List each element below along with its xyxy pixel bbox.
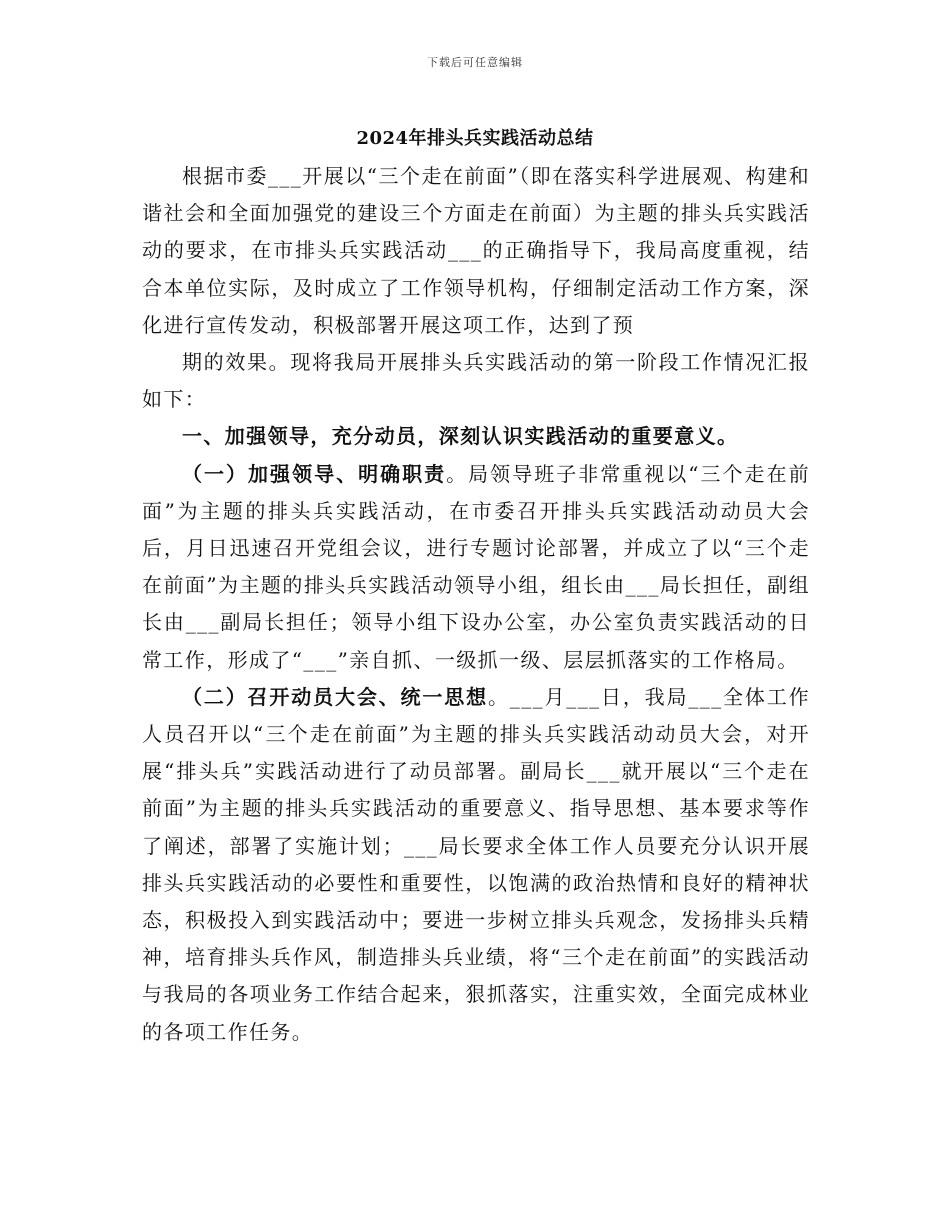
intro-paragraph-1: 根据市委___开展以“三个走在前面”（即在落实科学进展观、构建和谐社会和全面加强党的建设三个方面走在前面）为主题的排头兵实践活动的要求，在市排头兵实践活动___的正确指导下，我局高度重视，结合本单位实际，及时成立了工作领导机构，仔细制定活动工作方案，深化进行宣传发动，积极部署开展这项工作，达到了预 bbox=[142, 164, 810, 337]
section-1-heading: 一、加强领导，充分动员，深刻认识实践活动的重要意义。 bbox=[182, 424, 739, 449]
header-note: 下载后可任意编辑 bbox=[427, 56, 523, 69]
document-body bbox=[142, 158, 810, 1051]
item-1-text: 。局领导班子非常重视以“三个走在前面”为主题的排头兵实践活动，在市委召开排头兵实践活动动员大会后，月日迅速召开党组会议，进行专题讨论部署，并成立了以“三个走在前面”为主题的排头兵实践活动领导小组，组长由___局长担任，副组长由___副局长担任；领导小组下设办公室，办公室负责实践活动的日常工作，形成了“___”亲自抓、一级抓一级、层层抓落实的工作格局。 bbox=[142, 461, 810, 672]
item-2-lead: （二）召开动员大会、统一思想 bbox=[182, 684, 488, 709]
document-title: 2024年排头兵实践活动总结 bbox=[356, 128, 594, 149]
item-1-lead: （一）加强领导、明确职责 bbox=[182, 461, 447, 486]
item-2-text: 。___月___日，我局___全体工作人员召开以“三个走在前面”为主题的排头兵实践活动动员大会，对开展“排头兵”实践活动进行了动员部署。副局长___就开展以“三个走在前面”为主题的排头兵实践活动的重要意义、指导思想、基本要求等作了阐述，部署了实施计划；___局长要求全体工作人员要充分认识开展排头兵实践活动的必要性和重要性，以饱满的政治热情和良好的精神状态，积极投入到实践活动中；要进一步树立排头兵观念，发扬排头兵精神，培育排头兵作风，制造排头兵业绩，将“三个走在前面”的实践活动与我局的各项业务工作结合起来，狠抓落实，注重实效，全面完成林业的各项工作任务。 bbox=[142, 684, 810, 1044]
intro-paragraph-2: 期的效果。现将我局开展排头兵实践活动的第一阶段工作情况汇报如下： bbox=[142, 350, 810, 412]
item-2-paragraph bbox=[142, 679, 810, 1051]
item-1-paragraph bbox=[142, 456, 810, 679]
